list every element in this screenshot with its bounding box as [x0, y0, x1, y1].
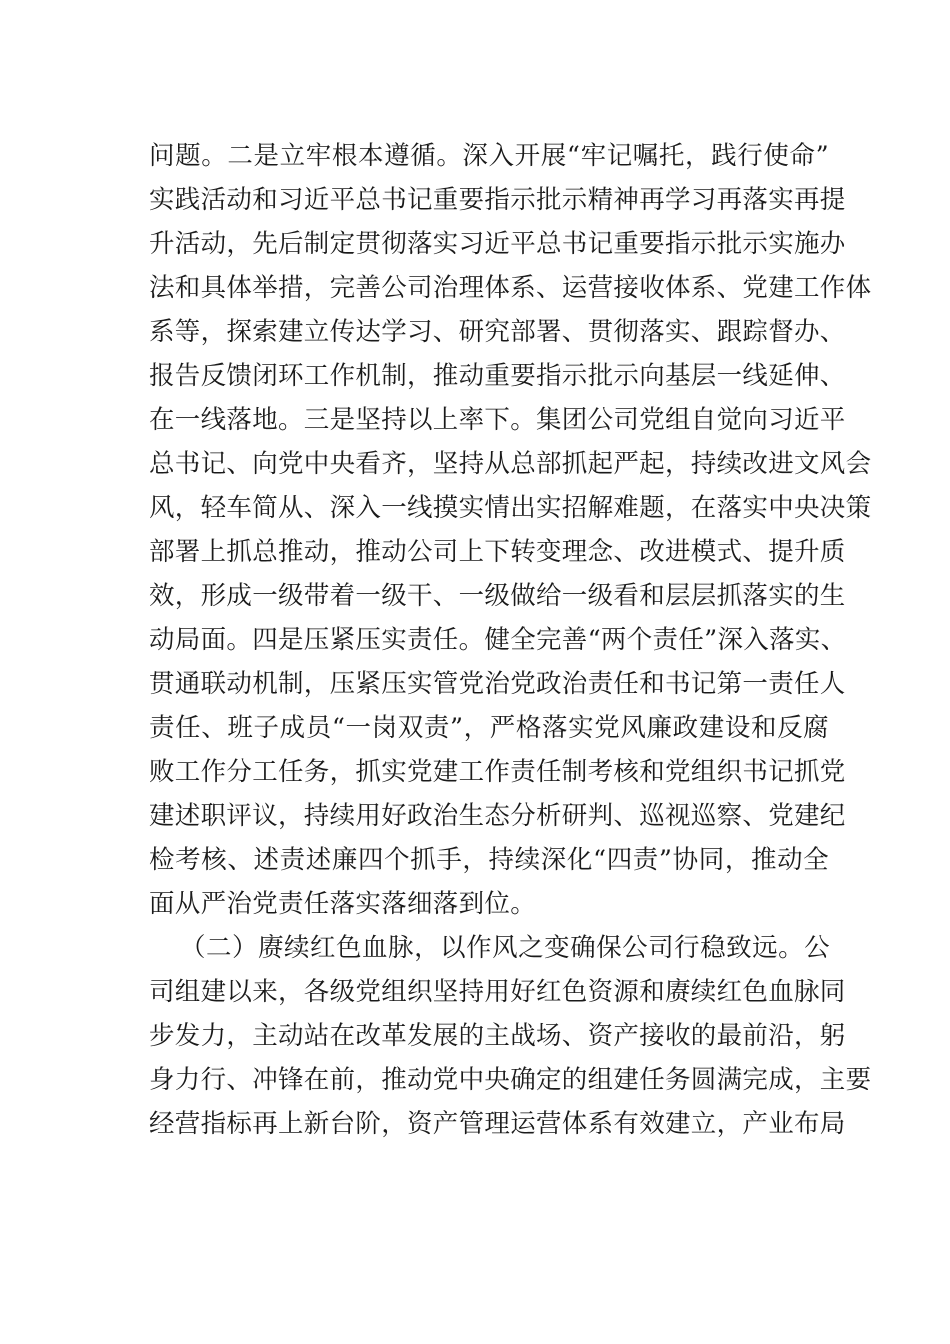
text-line: 步发力，主动站在改革发展的主战场、资产接收的最前沿，躬: [149, 1021, 846, 1051]
section-heading-line: （二）赓续红色血脉，以作风之变确保公司行稳致远。公: [180, 933, 830, 963]
text-line: 实践活动和习近平总书记重要指示批示精神再学习再落实再提: [149, 185, 846, 215]
text-line: 升活动，先后制定贯彻落实习近平总书记重要指示批示实施办: [149, 229, 846, 259]
text-line: 败工作分工任务，抓实党建工作责任制考核和党组织书记抓党: [149, 757, 846, 787]
text-line: 建述职评议，持续用好政治生态分析研判、巡视巡察、党建纪: [149, 801, 846, 831]
text-line: 动局面。四是压紧压实责任。健全完善“两个责任”深入落实、: [149, 625, 847, 655]
text-line: 责任、班子成员“一岗双责”，严格落实党风廉政建设和反腐: [149, 713, 829, 743]
text-line: 问题。二是立牢根本遵循。深入开展“牢记嘱托，践行使命”: [149, 141, 829, 171]
text-line: 效，形成一级带着一级干、一级做给一级看和层层抓落实的生: [149, 581, 846, 611]
text-line: 系等，探索建立传达学习、研究部署、贯彻落实、跟踪督办、: [149, 317, 846, 347]
text-line: 在一线落地。三是坚持以上率下。集团公司党组自觉向习近平: [149, 405, 846, 435]
text-line: 报告反馈闭环工作机制，推动重要指示批示向基层一线延伸、: [149, 361, 846, 391]
text-line: 身力行、冲锋在前，推动党中央确定的组建任务圆满完成，主要: [149, 1065, 872, 1095]
text-line: 风，轻车简从、深入一线摸实情出实招解难题，在落实中央决策: [149, 493, 872, 523]
text-line: 总书记、向党中央看齐，坚持从总部抓起严起，持续改进文风会: [149, 449, 872, 479]
text-line: 经营指标再上新台阶，资产管理运营体系有效建立，产业布局: [149, 1109, 846, 1139]
text-line: 司组建以来，各级党组织坚持用好红色资源和赓续红色血脉同: [149, 977, 846, 1007]
text-line: 面从严治党责任落实落细落到位。: [149, 889, 537, 919]
text-line: 贯通联动机制，压紧压实管党治党政治责任和书记第一责任人: [149, 669, 846, 699]
text-line: 部署上抓总推动，推动公司上下转变理念、改进模式、提升质: [149, 537, 846, 567]
text-line: 法和具体举措，完善公司治理体系、运营接收体系、党建工作体: [149, 273, 872, 303]
text-line: 检考核、述责述廉四个抓手，持续深化“四责”协同，推动全: [149, 845, 829, 875]
